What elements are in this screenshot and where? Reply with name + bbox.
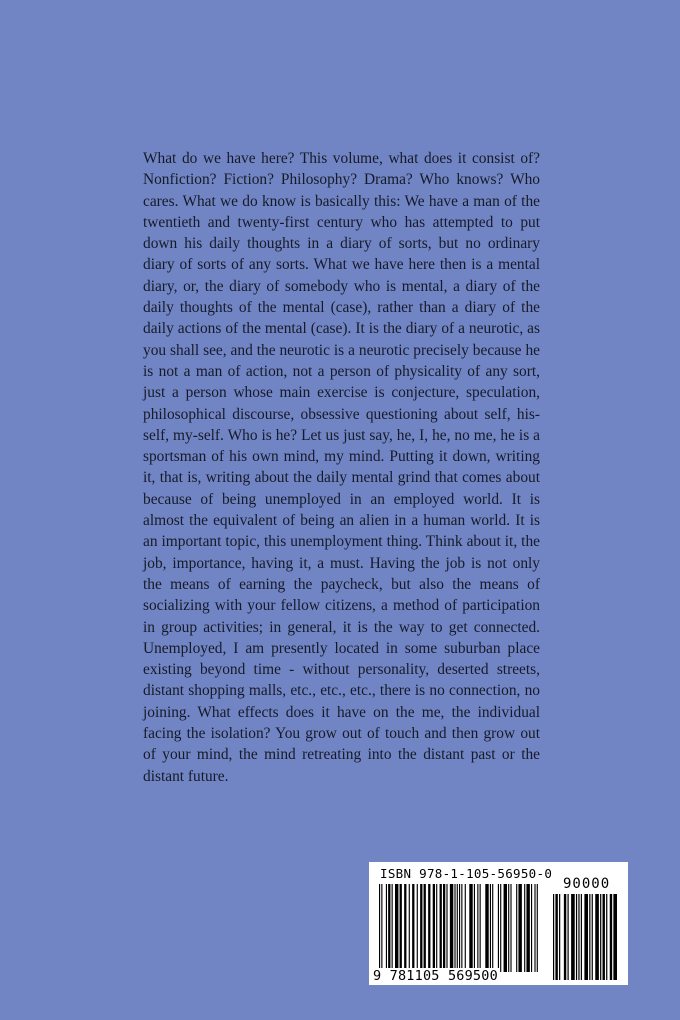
barcode-bar <box>392 884 393 972</box>
barcode-bar <box>461 884 462 972</box>
barcode-bar <box>490 884 491 972</box>
barcode-bar <box>576 894 577 980</box>
barcode-bar <box>386 884 387 972</box>
barcode-bar <box>510 884 511 972</box>
barcode-bar <box>485 884 488 972</box>
barcode-bar <box>610 894 612 980</box>
barcode-bar <box>446 884 447 972</box>
barcode-bar <box>459 884 460 972</box>
barcode-bar <box>440 884 442 972</box>
addon-barcode-bars <box>553 894 617 980</box>
barcode-bar <box>381 884 382 972</box>
barcode-bar <box>469 884 472 972</box>
isbn-barcode <box>369 862 628 985</box>
barcode-bar <box>537 884 538 972</box>
barcode-bar <box>412 884 414 972</box>
barcode-bar <box>600 894 601 980</box>
barcode-bar <box>581 894 582 980</box>
barcode-bar <box>567 894 568 980</box>
back-cover-blurb: What do we have here? This volume, what does it consist of? Nonfiction? Fiction? Philosophy? Drama? Who knows? Who cares. What we do know is basically this: We have a man of the twentieth and twenty-first century who has attempted to put down his daily thoughts in a diary of sorts, but no ordinary diary of sorts of any sorts. What we have here then is a mental diary, or, the diary of somebody who is mental, a diary of the daily thoughts of the mental (case), rather than a diary of the daily actions of the mental (case). It is the diary of a neurotic, as you shall see, and the neurotic is a neurotic precisely because he is not a man of action, not a person of physicality of any sort, just a person whose main exercise is conjecture, speculation, philosophical discourse, obsessive questioning about self, his-self, my-self. Who is he? Let us just say, he, I, he, no me, he is a sportsman of his own mind, my mind. Putting it down, writing it, that is, writing about the daily mental grind that comes about because of being unemployed in an employed world. It is almost the equivalent of being an alien in a human world. It is an important topic, this unemployment thing. Think about it, the job, importance, having it, a must. Having the job is not only the means of earning the paycheck, but also the means of socializing with your fellow citizens, a method of participation in group activities; in general, it is the way to get connected. Unemployed, I am presently located in some suburban place existing beyond time - without personality, deserted streets, distant shopping malls, etc., etc., etc., there is no connection, no joining. What effects does it have on the me, the individual facing the isolation? You grow out of touch and then grow out of your mind, the mind retreating into the distant past or the distant future. <box>143 150 540 785</box>
barcode-bar <box>508 884 509 972</box>
barcode-bar <box>480 884 481 972</box>
barcode-bar <box>379 884 380 972</box>
barcode-bar <box>531 884 532 972</box>
barcode-bar <box>526 884 529 972</box>
barcode-bar <box>592 894 593 980</box>
barcode-bar <box>443 884 445 972</box>
barcode-bar <box>388 884 390 972</box>
barcode-bar <box>606 894 607 980</box>
barcode-bar <box>578 894 579 980</box>
barcode-bar <box>409 884 410 972</box>
barcode-bar <box>400 884 402 972</box>
barcode-bar <box>457 884 458 972</box>
price-addon-digits: 90000 <box>563 876 611 892</box>
barcode-bar <box>436 884 437 972</box>
barcode-bar <box>534 884 535 972</box>
barcode-bar <box>500 884 501 972</box>
barcode-bar <box>504 884 507 972</box>
barcode-bar <box>404 884 406 972</box>
barcode-bar <box>420 884 422 972</box>
barcode-bar <box>584 894 588 980</box>
barcode-bar <box>589 894 590 980</box>
barcode-bar <box>465 884 466 972</box>
ean-barcode-bars <box>379 884 539 972</box>
barcode-bar <box>571 894 575 980</box>
barcode-bar <box>564 894 566 980</box>
barcode-bar <box>417 884 418 972</box>
barcode-bar <box>516 884 517 972</box>
barcode-bar <box>492 884 493 972</box>
barcode-bar <box>559 894 560 980</box>
barcode-bar <box>555 894 557 980</box>
barcode-bar <box>498 884 499 972</box>
barcode-bar <box>518 884 521 972</box>
barcode-bar <box>613 894 617 980</box>
barcode-bar <box>553 894 554 980</box>
ean-digits: 9 781105 569500 <box>373 968 498 984</box>
barcode-bar <box>428 884 430 972</box>
barcode-bar <box>433 884 435 972</box>
barcode-bar <box>603 894 605 980</box>
barcode-bar <box>454 884 455 972</box>
barcode-bar <box>595 894 599 980</box>
barcode-bar <box>524 884 525 972</box>
barcode-bar <box>395 884 398 972</box>
barcode-bar <box>477 884 478 972</box>
barcode-bar <box>424 884 426 972</box>
isbn-label: ISBN 978-1-105-56950-0 <box>380 866 553 881</box>
barcode-bar <box>450 884 453 972</box>
barcode-bar <box>474 884 475 972</box>
